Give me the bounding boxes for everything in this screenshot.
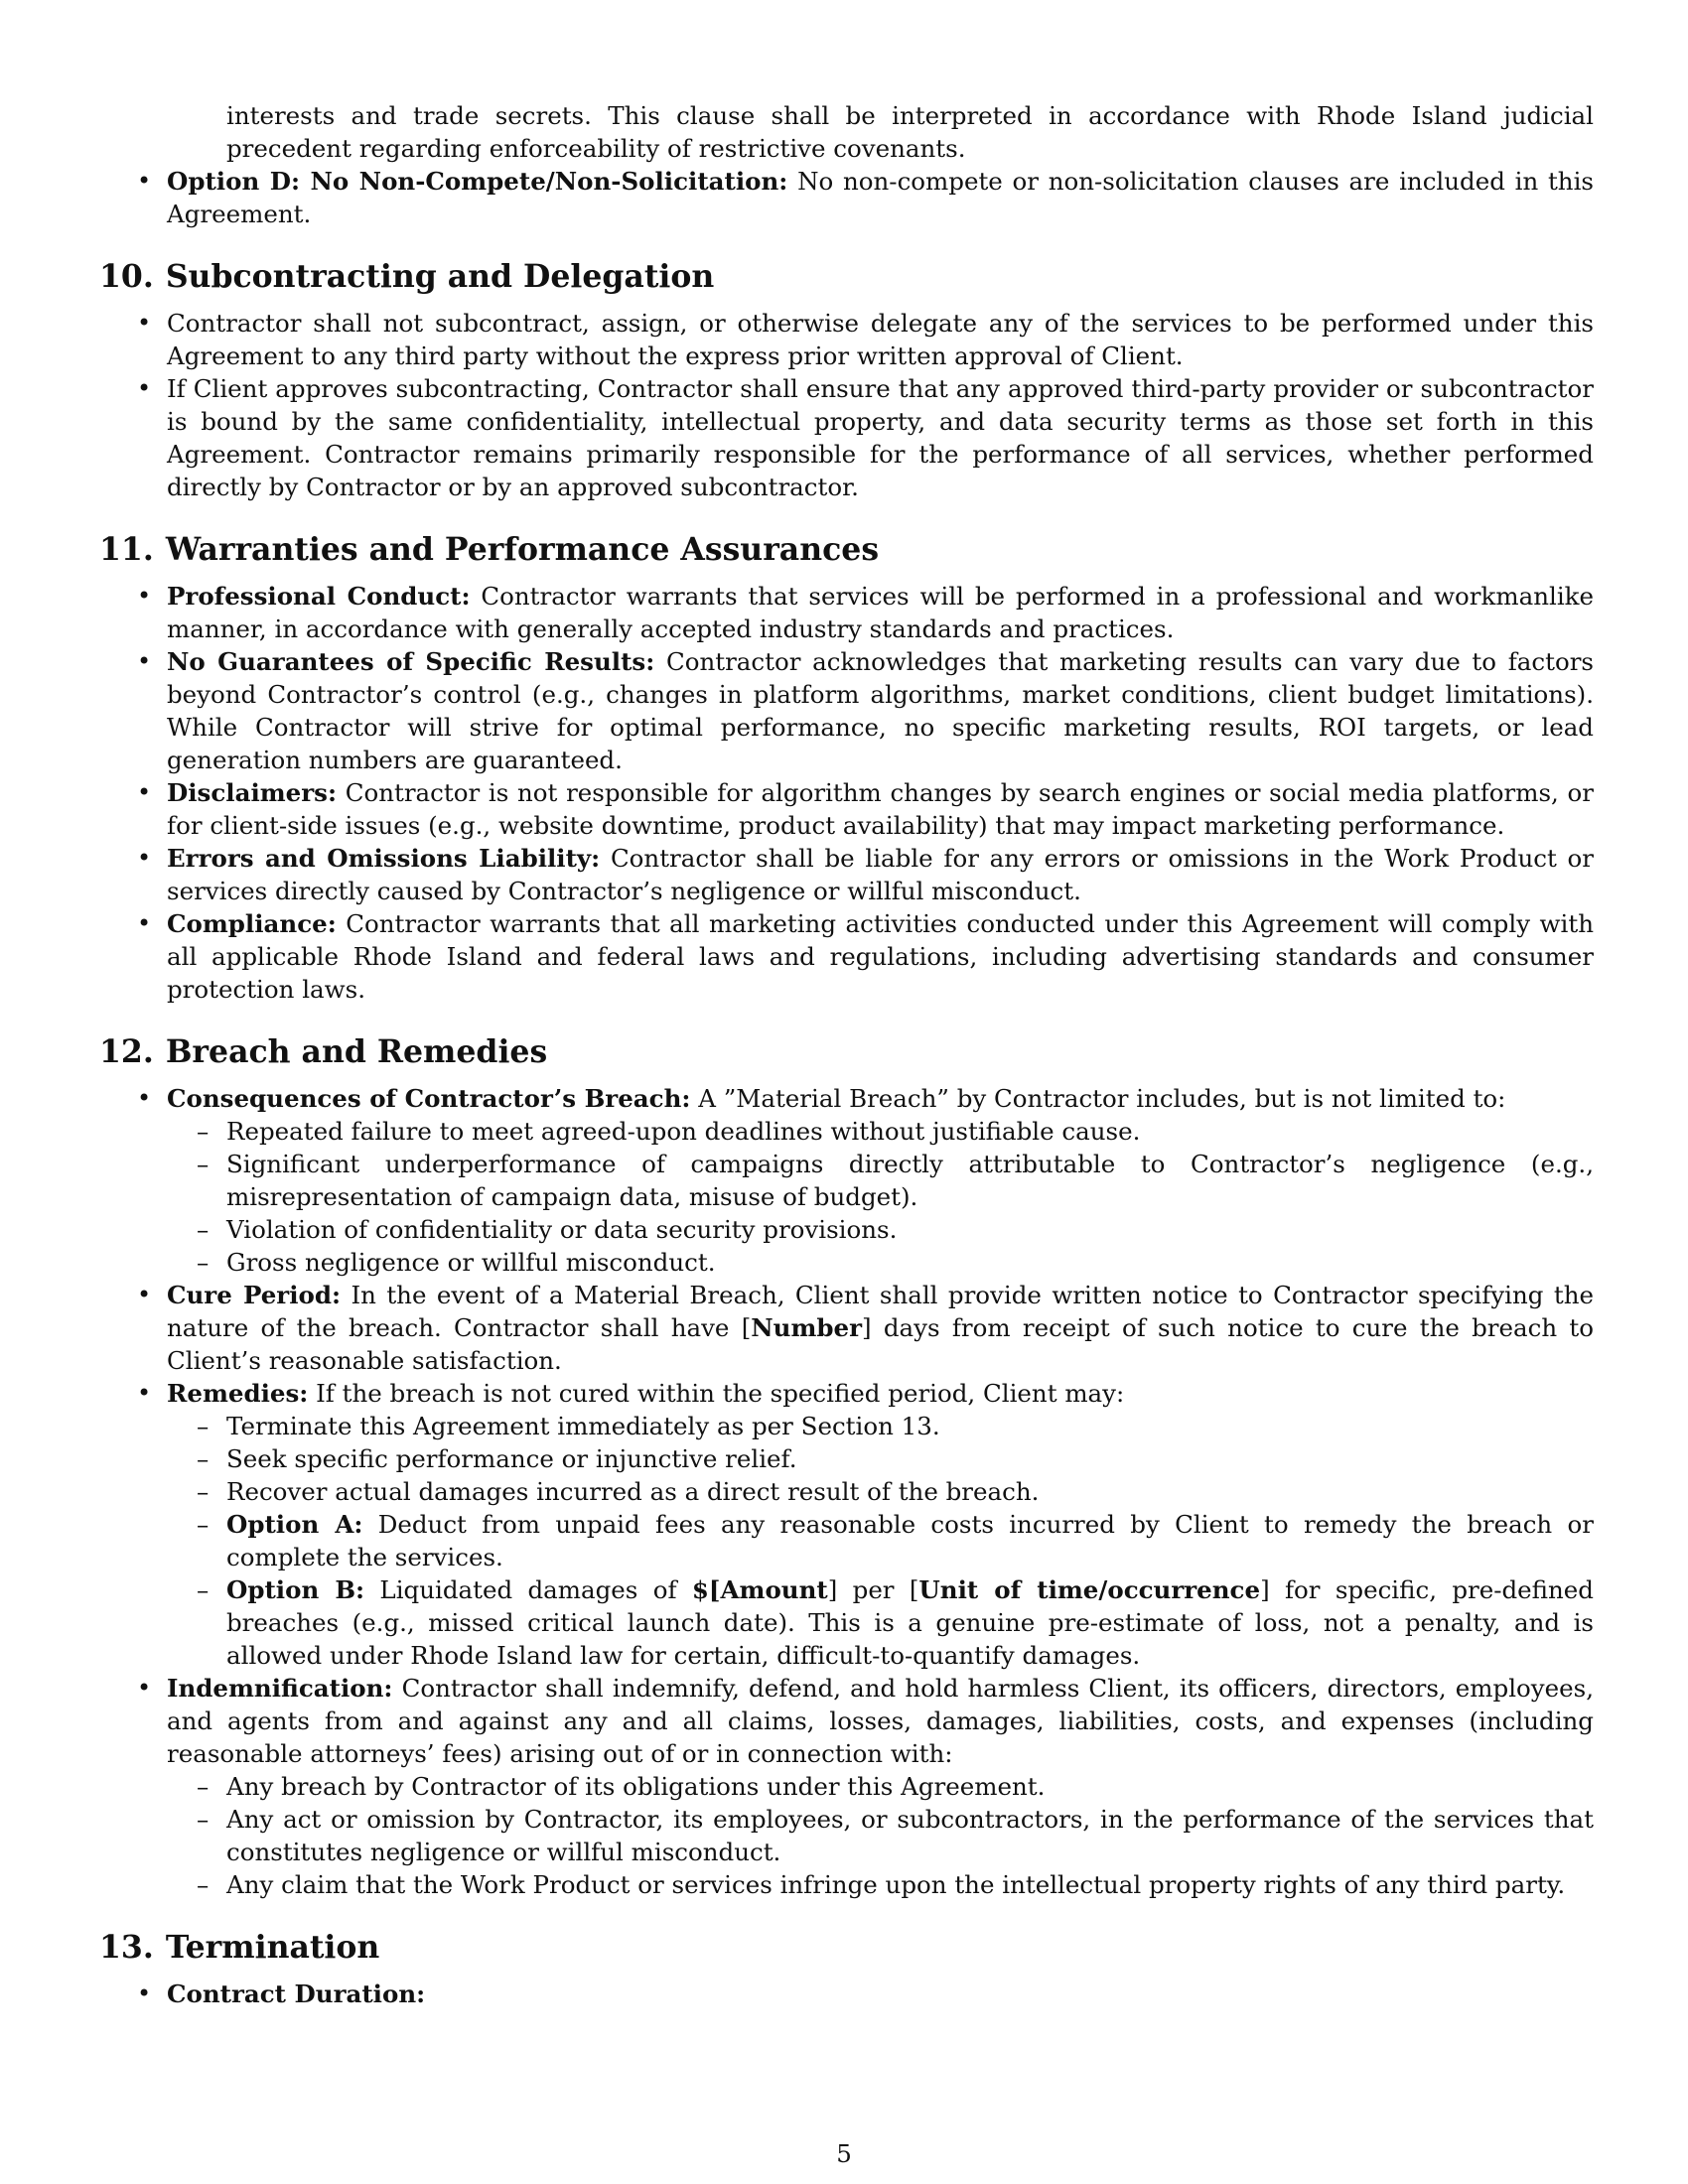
item-text: Contractor is not responsible for algorithm changes by search engines or social media platforms, or for client-side issues (e.g., website downtime, product availability) that may impact marketing performance.	[167, 778, 1594, 840]
option-a-text: Deduct from unpaid fees any reasonable costs incurred by Client to remedy the breach or complete the services.	[226, 1510, 1594, 1571]
sublist-item: – Gross negligence or willful misconduct.	[167, 1246, 1594, 1279]
sublist-item: – Seek specific performance or injunctive relief.	[167, 1442, 1594, 1475]
sublist-item: – Any claim that the Work Product or services infringe upon the intellectual property rights of any third party.	[167, 1868, 1594, 1901]
section-13-title: Termination	[165, 1929, 380, 1966]
unit-placeholder: Unit of time/occurrence	[918, 1575, 1261, 1604]
item-text: Contractor acknowledges that marketing results can vary due to factors beyond Contractor’s control (e.g., changes in platform algorithms, market conditions, client budget limitations). While Contractor will strive for optimal performance, no specific marketing results, ROI targets, or lead generation numbers are guaranteed.	[167, 647, 1595, 774]
option-a-lead: Option A:	[226, 1510, 363, 1539]
continued-paragraph: interests and trade secrets. This clause shall be interpreted in accordance with Rhode Island judicial precedent regarding enforceability of restrictive covenants.	[226, 101, 1594, 163]
list-item-remedies	[99, 1377, 1594, 1672]
item-lead: Errors and Omissions Liability:	[167, 844, 601, 873]
section-12-list	[99, 1082, 1594, 1901]
sublist-item-option-a	[167, 1508, 1594, 1573]
option-b-text: ] for specific, pre-defined breaches (e.g., missed critical launch date). This is a genuine pre-estimate of loss, not a penalty, and is allowed under Rhode Island law for certain, difficult-to-quantify damages.	[226, 1575, 1594, 1670]
list-item-option-d	[99, 165, 1594, 230]
item-lead: Consequences of Contractor’s Breach:	[167, 1084, 691, 1113]
list-item: • Contractor shall not subcontract, assign, or otherwise delegate any of the services to be performed under this Agreement to any third party without the express prior written approval of Client.	[99, 307, 1594, 372]
list-item-contract-duration	[99, 1978, 1594, 2010]
option-d-text: No non-compete or non-solicitation clauses are included in this Agreement.	[167, 167, 1594, 228]
sublist-item-option-b	[167, 1573, 1594, 1672]
list-item-professional-conduct	[99, 580, 1594, 645]
list-item-disclaimers	[99, 776, 1594, 842]
section-11-list	[99, 580, 1594, 1006]
consequences-sublist	[167, 1115, 1594, 1279]
list-item-errors-omissions	[99, 842, 1594, 907]
item-lead: Indemnification:	[167, 1674, 393, 1703]
section-10-heading	[99, 257, 1594, 297]
sublist-item: – Recover actual damages incurred as a direct result of the breach.	[167, 1475, 1594, 1508]
sublist-item: – Violation of confidentiality or data security provisions.	[167, 1213, 1594, 1246]
list-item-consequences	[99, 1082, 1594, 1279]
section-12-title: Breach and Remedies	[165, 1033, 548, 1070]
list-item-compliance	[99, 907, 1594, 1006]
item-text: Contractor shall be liable for any errors or omissions in the Work Product or services directly caused by Contractor’s negligence or willful misconduct.	[167, 844, 1594, 905]
section-13	[99, 1928, 1594, 2010]
section-11-title: Warranties and Performance Assurances	[165, 531, 880, 568]
section-12	[99, 1032, 1594, 1901]
sublist-item: – Repeated failure to meet agreed-upon deadlines without justifiable cause.	[167, 1115, 1594, 1148]
list-item-no-guarantees	[99, 645, 1594, 776]
item-lead: Compliance:	[167, 909, 337, 938]
list-item-indemnification	[99, 1672, 1594, 1901]
section-12-number: 12.	[99, 1033, 154, 1070]
item-text: Contractor warrants that services will be performed in a professional and workmanlike manner, in accordance with generally accepted industry standards and practices.	[167, 582, 1594, 643]
option-b-text: ] per [	[827, 1575, 919, 1604]
indemnification-sublist	[167, 1770, 1594, 1901]
item-text: If the breach is not cured within the specified period, Client may:	[308, 1379, 1125, 1408]
item-lead: Disclaimers:	[167, 778, 338, 807]
option-b-lead: Option B:	[226, 1575, 365, 1604]
item-lead: Remedies:	[167, 1379, 309, 1408]
option-b-text: Liquidated damages of	[364, 1575, 692, 1604]
section-10	[99, 257, 1594, 503]
item-text: Contractor shall indemnify, defend, and hold harmless Client, its officers, directors, employees, and agents from and against any and all claims, losses, damages, liabilities, costs, and expenses (including reasonable attorneys’ fees) arising out of or in connection with:	[167, 1674, 1594, 1768]
section-13-number: 13.	[99, 1929, 154, 1966]
sublist-item: – Any act or omission by Contractor, its employees, or subcontractors, in the performance of the services that constitutes negligence or willful misconduct.	[167, 1803, 1594, 1868]
sublist-item: – Any breach by Contractor of its obligations under this Agreement.	[167, 1770, 1594, 1803]
item-lead: No Guarantees of Specific Results:	[167, 647, 655, 676]
section-12-heading	[99, 1032, 1594, 1072]
section-10-number: 10.	[99, 258, 154, 295]
item-text: In the event of a Material Breach, Client shall provide written notice to Contractor specifying the nature of the breach. Contractor shall have [	[167, 1281, 1594, 1342]
item-text: Contractor warrants that all marketing activities conducted under this Agreement will comply with all applicable Rhode Island and federal laws and regulations, including advertising standards and consumer protection laws.	[167, 909, 1594, 1004]
list-item: • If Client approves subcontracting, Contractor shall ensure that any approved third-party provider or subcontractor is bound by the same confidentiality, intellectual property, and data security terms as those set forth in this Agreement. Contractor remains primarily responsible for the performance of all services, whether performed directly by Contractor or by an approved subcontractor.	[99, 372, 1594, 503]
section-11-heading	[99, 530, 1594, 570]
option-d-lead: Option D: No Non-Compete/Non-Solicitation:	[167, 167, 788, 196]
amount-placeholder: $[Amount	[691, 1575, 828, 1604]
number-placeholder: Number	[751, 1313, 863, 1342]
section-10-list	[99, 307, 1594, 503]
page-number: 5	[836, 2139, 852, 2168]
item-lead: Contract Duration:	[167, 1979, 426, 2008]
sublist-item: – Terminate this Agreement immediately as per Section 13.	[167, 1410, 1594, 1442]
section-11	[99, 530, 1594, 1006]
item-text: ] days from receipt of such notice to cure the breach to Client’s reasonable satisfaction.	[167, 1313, 1594, 1375]
remedies-sublist	[167, 1410, 1594, 1672]
section-13-heading	[99, 1928, 1594, 1968]
section-11-number: 11.	[99, 531, 154, 568]
section-13-list	[99, 1978, 1594, 2010]
option-list	[99, 165, 1594, 230]
item-text: A ”Material Breach” by Contractor includes, but is not limited to:	[690, 1084, 1506, 1113]
section-10-title: Subcontracting and Delegation	[165, 258, 715, 295]
item-lead: Professional Conduct:	[167, 582, 471, 611]
list-item-cure-period	[99, 1279, 1594, 1377]
sublist-item: – Significant underperformance of campaigns directly attributable to Contractor’s negligence (e.g., misrepresentation of campaign data, misuse of budget).	[167, 1148, 1594, 1213]
document-body	[99, 99, 1594, 2010]
item-lead: Cure Period:	[167, 1281, 342, 1309]
